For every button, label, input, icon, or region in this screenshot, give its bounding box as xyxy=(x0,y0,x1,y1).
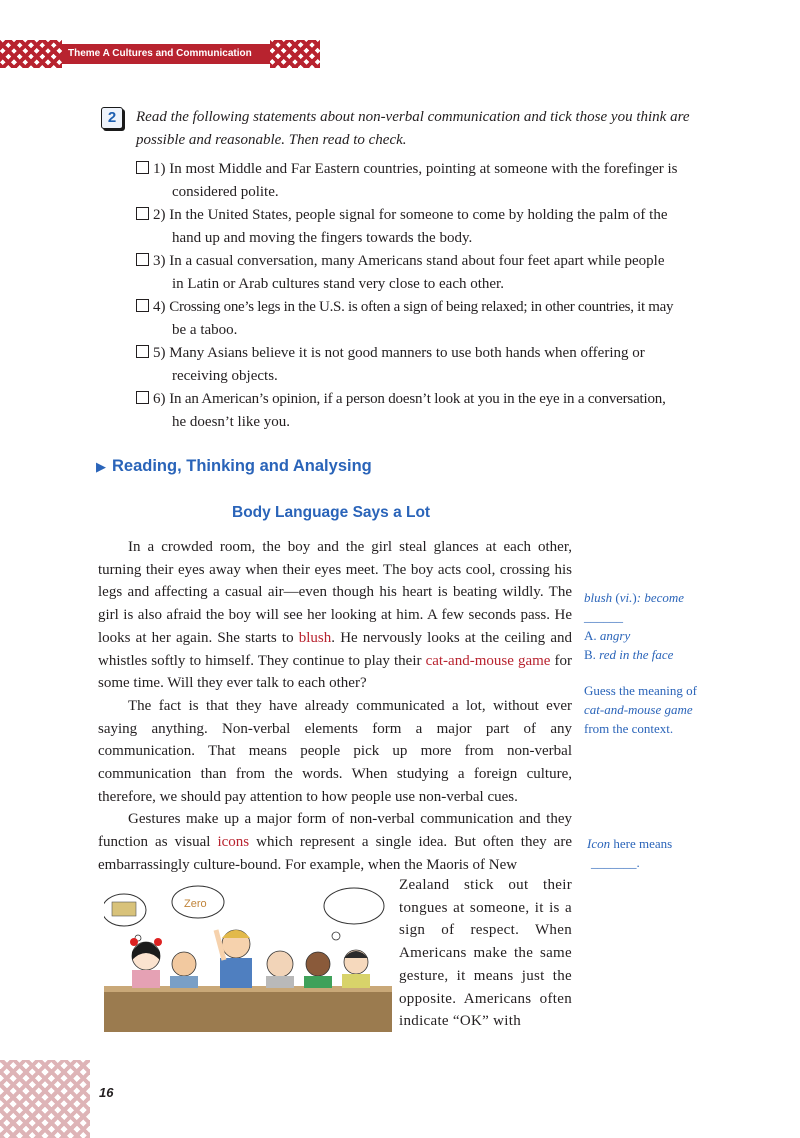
statement-text: In an American’s opinion, if a person doesn’t look at you in the eye in a conversation, xyxy=(169,391,666,407)
note-italic: cat-and-mouse game xyxy=(584,702,693,717)
note-blush: blush (vi.): become ______ A. angry B. red in the face xyxy=(584,590,685,662)
statement-text-cont: hand up and moving the fingers towards the body. xyxy=(172,230,473,246)
triangle-bullet-icon: ▶ xyxy=(96,459,106,474)
statement-item xyxy=(136,296,710,342)
option-text: red in the face xyxy=(599,647,674,662)
paragraph-3-continued: Zealand stick out their tongues at someone, it is a sign of respect. When Americans make the same gesture, it means just the opposite. Americans often indicate “OK” with xyxy=(399,877,572,1030)
checkbox[interactable] xyxy=(136,253,149,266)
statement-text-cont: receiving objects. xyxy=(172,368,278,384)
statement-item xyxy=(136,158,710,204)
statement-number: 6) xyxy=(153,391,166,407)
note-text: from the context. xyxy=(584,721,674,736)
section-title-text: Reading, Thinking and Analysing xyxy=(112,457,372,475)
statement-number: 5) xyxy=(153,345,166,361)
note-icon xyxy=(587,834,727,872)
statement-text: In the United States, people signal for someone to come by holding the palm of the xyxy=(169,207,668,223)
page-number: 16 xyxy=(99,1085,114,1100)
statement-text-cont: he doesn’t like you. xyxy=(172,414,291,430)
note-word: Icon xyxy=(587,836,611,851)
header-pattern-left xyxy=(0,40,62,68)
statement-text: Many Asians believe it is not good manners to use both hands when offering or xyxy=(169,345,645,361)
statement-text-cont: in Latin or Arab cultures stand very close to each other. xyxy=(172,276,504,292)
header-pattern-right xyxy=(270,40,320,68)
paragraph-text: In a crowded room, the boy and the girl steal glances at each other, turning their eyes away when their eyes meet. The boy acts cool, crossing his legs and affecting a casual air—even though his heart is beating wildly. The girl is also afraid the boy will see her looking at him. A few seconds pass. He looks at her again. She starts to xyxy=(98,539,572,646)
reading-body xyxy=(98,536,572,877)
checkbox[interactable] xyxy=(136,391,149,404)
reading-title: Body Language Says a Lot xyxy=(232,504,431,521)
task-instruction: Read the following statements about non-verbal communication and tick those you think are possible and reasonable. Then read to check. xyxy=(136,109,690,148)
paragraph-text: . He nervously looks at the ceiling and whistles softly to himself. They continue to play their xyxy=(98,629,572,669)
highlight-cat-and-mouse: cat-and-mouse game xyxy=(425,652,551,669)
note-guess xyxy=(584,681,724,738)
statement-text-cont: be a taboo. xyxy=(172,322,238,338)
statement-item xyxy=(136,204,710,250)
statement-number: 2) xyxy=(153,207,166,223)
checkbox[interactable] xyxy=(136,207,149,220)
running-header: Theme A Cultures and Communication xyxy=(62,44,270,64)
option-text: angry xyxy=(599,628,631,643)
paragraph-1 xyxy=(98,536,572,695)
paragraph-2: The fact is that they have already communicated a lot, without ever saying anything. Non-verbal elements form a major part of any communication. That means people pick up more from non-verbal communication than from the words. When studying a foreign culture, therefore, we should pay attention to how people use non-verbal cues. xyxy=(98,697,572,805)
statement-number: 4) xyxy=(153,299,166,315)
highlight-blush: blush xyxy=(298,629,332,646)
note-text: Guess the meaning of xyxy=(584,683,698,698)
statement-text-cont: considered polite. xyxy=(172,184,279,200)
note-blank: _______. xyxy=(591,855,640,870)
statement-number: 1) xyxy=(153,161,166,177)
note-blank: ______ xyxy=(584,609,623,624)
footer-pattern xyxy=(0,1060,90,1138)
statement-text: In a casual conversation, many Americans stand about four feet apart while people xyxy=(169,253,665,269)
paragraph-text: for some time. Will they ever talk to each other? xyxy=(98,652,572,692)
paragraph-text: which represent a single idea. But often they are embarrassingly culture-bound. For example, when the Maoris of New xyxy=(98,834,572,873)
statement-number: 3) xyxy=(153,253,166,269)
note-text: here means xyxy=(610,836,673,851)
paragraph-3 xyxy=(98,808,572,876)
highlight-icons: icons xyxy=(217,834,250,851)
statement-text: Crossing one’s legs in the U.S. is often a sign of being relaxed; in other countries, it may xyxy=(169,299,674,315)
note-def: : become xyxy=(636,590,685,605)
paragraph-text: Gestures make up a major form of non-verbal communication and they function as visual xyxy=(98,811,572,851)
task-number-badge: 2 xyxy=(101,107,123,129)
classroom-illustration xyxy=(104,880,392,1032)
zero-text: Zero xyxy=(184,898,207,910)
checkbox[interactable] xyxy=(136,161,149,174)
option-label: A. xyxy=(584,628,597,643)
statement-item xyxy=(136,388,710,434)
checkbox[interactable] xyxy=(136,345,149,358)
checkbox[interactable] xyxy=(136,299,149,312)
statement-item xyxy=(136,250,710,296)
statement-text: In most Middle and Far Eastern countries, pointing at someone with the forefinger is xyxy=(169,161,678,177)
note-word: blush xyxy=(584,590,613,605)
statement-list xyxy=(136,158,710,434)
section-title xyxy=(96,457,372,476)
option-label: B. xyxy=(584,647,596,662)
statement-item xyxy=(136,342,710,388)
